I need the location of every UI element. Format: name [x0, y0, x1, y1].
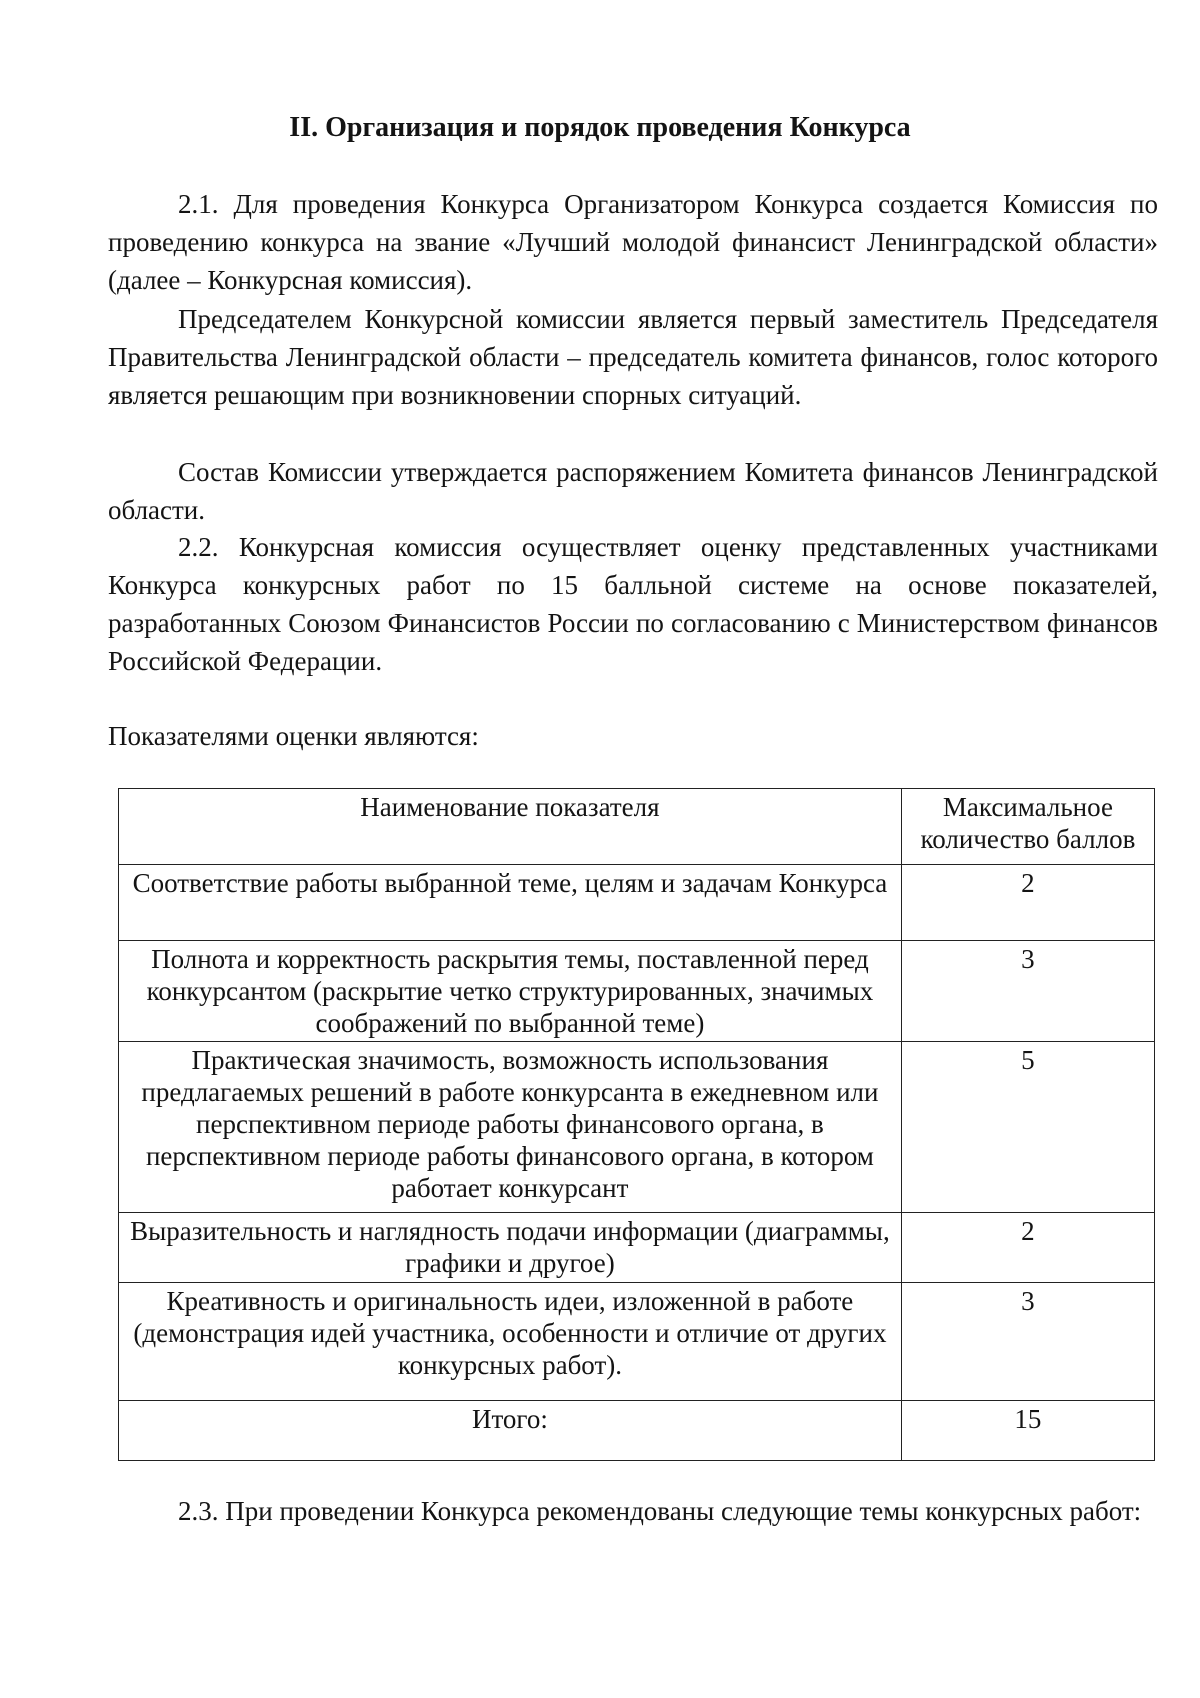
paragraph-chairman: Председателем Конкурсной комиссии является первый заместитель Председателя Правительства Ленинградской области – председатель комитета финансов, голос которого является решающим при возникновении спорных ситуаций. [108, 304, 1158, 410]
table-total-row [119, 1401, 1155, 1461]
paragraph-composition: Состав Комиссии утверждается распоряжением Комитета финансов Ленинградской области. [108, 457, 1158, 525]
indicator-name: Креативность и оригинальность идеи, изложенной в работе (демонстрация идей участника, особенности и отличие от других конкурсных работ). [119, 1283, 902, 1401]
indicator-name: Полнота и корректность раскрытия темы, поставленной перед конкурсантом (раскрытие четко структурированных, значимых соображений по выбранной теме) [119, 941, 902, 1042]
paragraph-2-2: 2.2. Конкурсная комиссия осуществляет оценку представленных участниками Конкурса конкурсных работ по 15 балльной системе на основе показателей, разработанных Союзом Финансистов России по согласованию с Министерством финансов Российской Федерации. [108, 532, 1158, 676]
total-score: 15 [901, 1401, 1154, 1461]
table-row [119, 1042, 1155, 1213]
indicator-score: 5 [901, 1042, 1154, 1213]
header-indicator-name: Наименование показателя [119, 789, 902, 865]
table-row [119, 865, 1155, 941]
indicator-score: 2 [901, 865, 1154, 941]
indicator-score: 2 [901, 1213, 1154, 1283]
total-label: Итого: [119, 1401, 902, 1461]
indicator-score: 3 [901, 941, 1154, 1042]
indicators-intro: Показателями оценки являются: [108, 721, 479, 751]
indicator-name: Практическая значимость, возможность использования предлагаемых решений в работе конкурсанта в ежедневном или перспективном периоде работы финансового органа, в перспективном периоде работы финансового органа, в котором работает конкурсант [119, 1042, 902, 1213]
table-header-row [119, 789, 1155, 865]
table-row [119, 941, 1155, 1042]
indicator-name: Выразительность и наглядность подачи информации (диаграммы, графики и другое) [119, 1213, 902, 1283]
table-row [119, 1283, 1155, 1401]
section-title: II. Организация и порядок проведения Конкурса [289, 112, 911, 143]
paragraph-2-3: 2.3. При проведении Конкурса рекомендованы следующие темы конкурсных работ: [178, 1496, 1142, 1526]
table-row [119, 1213, 1155, 1283]
header-max-score: Максимальное количество баллов [901, 789, 1154, 865]
paragraph-2-1: 2.1. Для проведения Конкурса Организатором Конкурса создается Комиссия по проведению конкурса на звание «Лучший молодой финансист Ленинградской области» (далее – Конкурсная комиссия). [108, 189, 1158, 295]
indicator-name: Соответствие работы выбранной теме, целям и задачам Конкурса [119, 865, 902, 941]
indicators-table [118, 788, 1155, 1461]
indicator-score: 3 [901, 1283, 1154, 1401]
